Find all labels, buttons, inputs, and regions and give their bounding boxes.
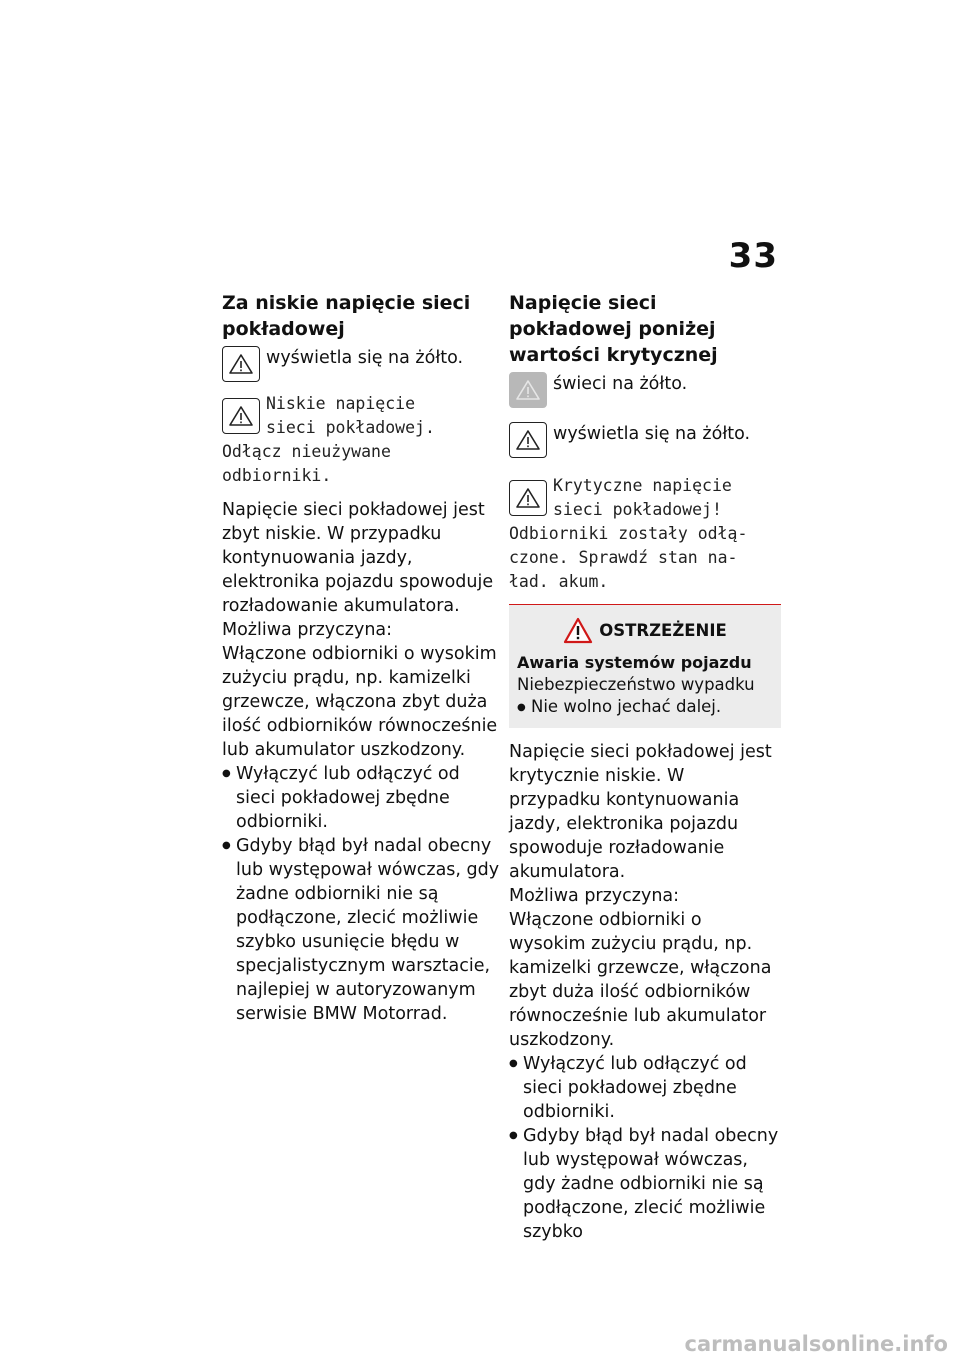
display-message-line: Odbiorniki zostały odłą- [509, 524, 748, 543]
page-number: 33 [728, 236, 778, 276]
display-message-line: ład. akum. [509, 572, 609, 591]
display-message-line: odbiorniki. [222, 466, 332, 485]
description-paragraph: Napięcie sieci pokładowej jest zbyt niskie. W przypadku kontynuowania jazdy, elektronika pojazdu spowoduje rozładowanie akumulatora. [222, 500, 494, 616]
list-item: ● Gdyby błąd był nadal obecny lub występował wówczas, gdy żadne odbiorniki nie są podłączone, zlecić możliwie szybko [509, 1124, 781, 1244]
section-heading-low-voltage: Za niskie napięcie sieci pokładowej [222, 292, 471, 340]
warning-triangle-icon [509, 480, 547, 516]
warning-triangle-icon [222, 398, 260, 434]
right-column [509, 290, 781, 1244]
indicator-text: wyświetla się na żółto. [553, 424, 751, 444]
indicator-row-gray [509, 372, 781, 408]
warning-triangle-icon [222, 346, 260, 382]
section-heading-critical-voltage: Napięcie sieci pokładowej poniżej wartości krytycznej [509, 292, 718, 366]
cause-label: Możliwa przyczyna: [509, 886, 680, 906]
indicator-row-yellow [509, 422, 781, 458]
action-list [509, 1052, 781, 1244]
display-message-line: Odłącz nieużywane [222, 442, 391, 461]
indicator-text: świeci na żółto. [553, 374, 688, 394]
action-list [222, 762, 504, 1026]
list-item: ● Gdyby błąd był nadal obecny lub występował wówczas, gdy żadne odbiorniki nie są podłączone, zlecić możliwie szybko usunięcie błędu w specjalistycznym warsztacie, najlepiej w autoryzowanym serwisie BMW Motorrad. [222, 834, 504, 1026]
red-warning-triangle-icon [563, 617, 593, 644]
watermark-footer: carmanualsonline.info [684, 1332, 948, 1356]
warning-title: Awaria systemów pojazdu [517, 653, 752, 672]
warning-box [509, 604, 781, 728]
display-message-line: sieci pokładowej! [553, 500, 722, 519]
display-message-line: sieci pokładowej. [266, 418, 435, 437]
warning-triangle-icon [509, 422, 547, 458]
indicator-text: wyświetla się na żółto. [266, 348, 464, 368]
warning-list [517, 696, 773, 718]
list-item: ● Nie wolno jechać dalej. [517, 696, 773, 718]
left-column [222, 290, 504, 1026]
cause-text: Włączone odbiorniki o wysokim zużyciu prądu, np. kamizelki grzewcze, włączona zbyt duża ilość odbiorników równocześnie lub akumulator uszkodzony. [222, 644, 498, 760]
cause-text: Włączone odbiorniki o wysokim zużyciu prądu, np. kamizelki grzewcze, włączona zbyt duża ilość odbiorników równocześnie lub akumulator uszkodzony. [509, 910, 772, 1050]
display-message [222, 392, 504, 488]
display-message-line: Niskie napięcie [266, 394, 416, 413]
cause-label: Możliwa przyczyna: [222, 620, 393, 640]
description-paragraph: Napięcie sieci pokładowej jest krytycznie niskie. W przypadku kontynuowania jazdy, elektronika pojazdu spowoduje rozładowanie akumulatora. [509, 742, 772, 882]
warning-label: OSTRZEŻENIE [599, 621, 727, 640]
display-message-line: Krytyczne napięcie [553, 476, 732, 495]
general-warning-lamp-icon [509, 372, 547, 408]
display-message-line: czone. Sprawdź stan na- [509, 548, 738, 567]
indicator-row-yellow [222, 346, 504, 382]
list-item: ● Wyłączyć lub odłączyć od sieci pokładowej zbędne odbiorniki. [222, 762, 504, 834]
list-item: ● Wyłączyć lub odłączyć od sieci pokładowej zbędne odbiorniki. [509, 1052, 781, 1124]
warning-text: Niebezpieczeństwo wypadku [517, 675, 755, 694]
display-message [509, 474, 781, 594]
warning-header [517, 617, 773, 644]
